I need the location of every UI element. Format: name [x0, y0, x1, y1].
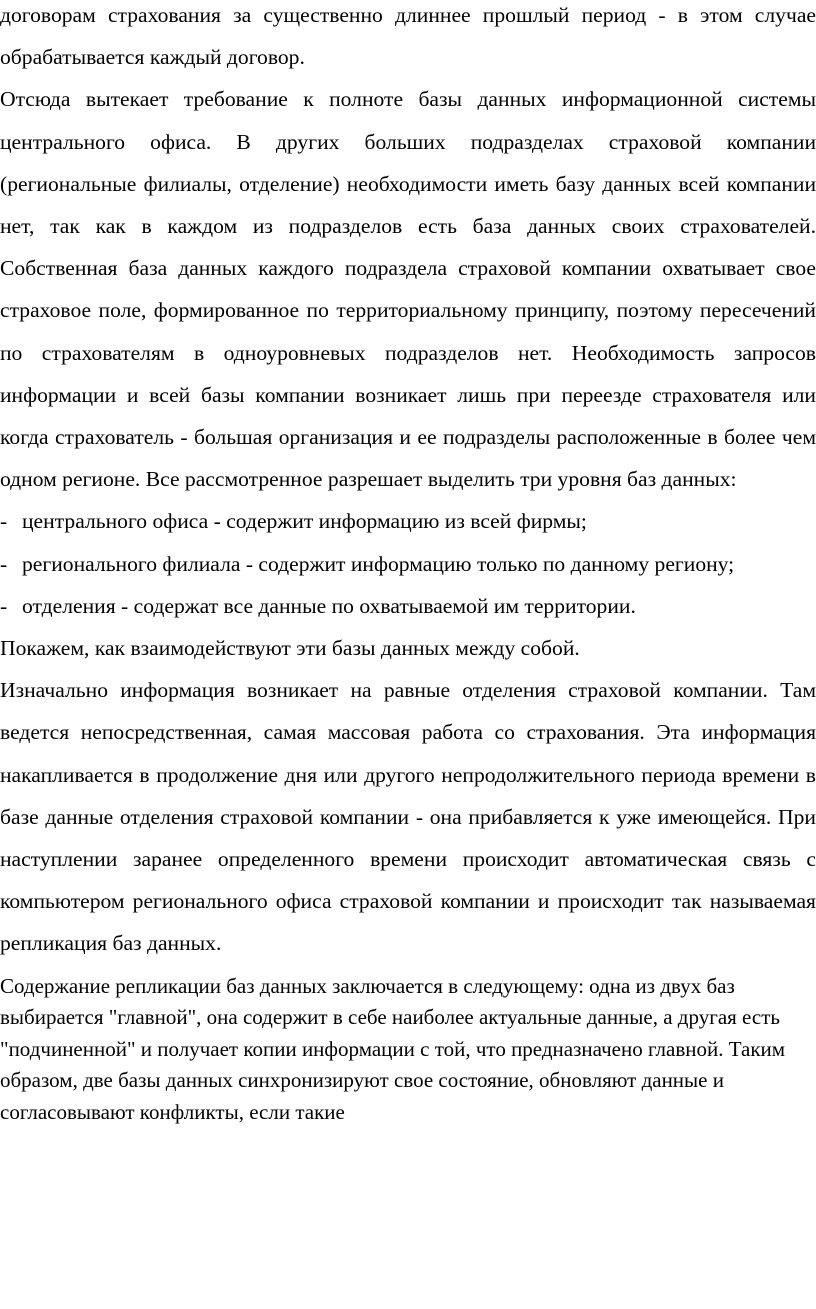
list-item — [0, 585, 816, 627]
paragraph-4: Изначально информация возникает на равные отделения страховой компании. Там ведется непосредственная, самая массовая работа со страхования. Эта информация накапливается в продолжение дня или другого непродолжительного периода времени в базе данные отделения страховой компании - она прибавляется к уже имеющейся. При наступлении заранее определенного времени происходит автоматическая связь с компьютером регионального офиса страховой компании и происходит так называемая репликация баз данных. — [0, 678, 816, 956]
paragraph-5: Содержание репликации баз данных заключается в следующему: одна из двух баз выбирается "главной", она содержит в себе наиболее актуальные данные, а другая есть "подчиненной" и получает копии информации с той, что предназначено главной. Таким образом, две базы данных синхронизируют свое состояние, обновляют данные и согласовывают конфликты, если такие — [0, 973, 786, 1125]
paragraph-2: Отсюда вытекает требование к полноте базы данных информационной системы центрального офиса. В других больших подразделах страховой компании (региональные филиалы, отделение) необходимости иметь базу данных всей компании нет, так как в каждом из подразделов есть база данных своих страхователей. Собственная база данных каждого подраздела страховой компании охватывает свое страховое поле, формированное по территориальному принципу, поэтому пересечений по страхователям в одноуровневых подразделов нет. Необходимость запросов информации и всей базы компании возникает лишь при переезде страхователя или когда страхователь - большая организация и ее подразделы расположенные в более чем одном регионе. Все рассмотренное разрешает выделить три уровня баз данных: — [0, 87, 816, 492]
list-item — [0, 543, 816, 585]
paragraph-3: Покажем, как взаимодействуют эти базы данных между собой. — [0, 636, 580, 661]
list-marker: - — [0, 593, 8, 618]
paragraph-1: договорам страхования за существенно длиннее прошлый период - в этом случае обрабатывается каждый договор. — [0, 3, 816, 70]
list-item-text: отделения - содержат все данные по охватываемой им территории. — [22, 593, 636, 618]
list-item-text: регионального филиала - содержит информацию только по данному региону; — [22, 551, 735, 576]
list-item — [0, 500, 816, 542]
list-marker: - — [0, 509, 8, 534]
database-levels-list — [0, 500, 816, 627]
list-item-text: центрального офиса - содержит информацию из всей фирмы; — [22, 509, 587, 534]
list-marker: - — [0, 551, 8, 576]
